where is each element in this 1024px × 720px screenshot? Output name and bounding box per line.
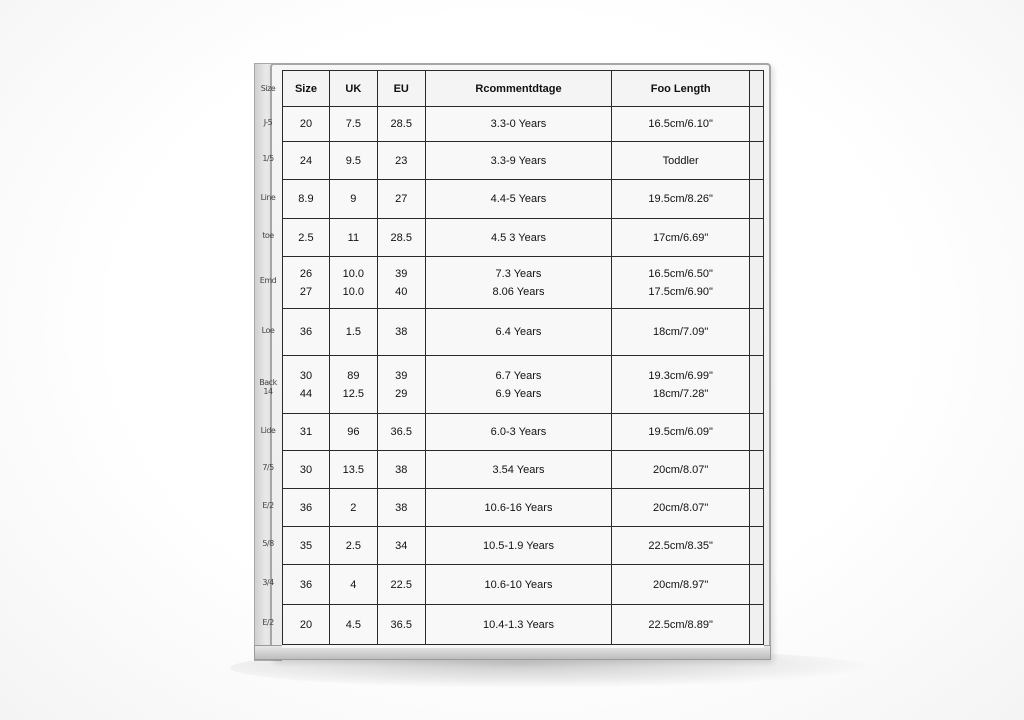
end-cell — [750, 451, 764, 489]
cell-text: 4 — [350, 578, 357, 591]
end-cell — [750, 489, 764, 527]
cell-eu — [377, 565, 425, 605]
cell-eu — [377, 489, 425, 527]
cell-text: 22.5 — [390, 578, 412, 591]
cell-age — [425, 142, 612, 180]
side-label: Back 14 — [259, 378, 277, 396]
cell-text: 36 — [299, 501, 313, 514]
cell-foot-length — [612, 356, 750, 414]
end-cell — [750, 180, 764, 219]
cell-text: 19.5cm/6.09" — [648, 426, 713, 438]
table-row — [283, 605, 764, 645]
cell-text: 7.3 Years — [495, 267, 542, 280]
cell-eu — [377, 414, 425, 451]
cell-text: 6.4 Years — [495, 326, 542, 338]
cell-text: 3.54 Years — [492, 463, 545, 476]
cell-age — [425, 489, 612, 527]
cell-size — [283, 142, 330, 180]
header-end-cell — [750, 71, 764, 107]
cell-text: 36 — [299, 578, 313, 591]
cell-uk — [329, 142, 377, 180]
cell-text: 20 — [299, 618, 313, 631]
cell-size — [283, 219, 330, 257]
cell-foot-length — [612, 605, 750, 645]
table-row — [283, 356, 764, 414]
header-eu: EU — [377, 71, 425, 107]
cell-age — [425, 451, 612, 489]
cell-text: 31 — [299, 426, 313, 438]
table-row — [283, 219, 764, 257]
cell-text: 6.9 Years — [495, 387, 542, 400]
cell-uk — [329, 107, 377, 142]
cell-size — [283, 107, 330, 142]
cell-size — [283, 527, 330, 565]
cell-eu — [377, 309, 425, 356]
cell-text: 38 — [395, 501, 408, 514]
cell-text: 38 — [395, 326, 408, 338]
cell-size — [283, 605, 330, 645]
cell-text: 10.0 — [342, 285, 365, 298]
cell-text: 22.5cm/8.89" — [648, 618, 713, 631]
cell-text: 36.5 — [390, 618, 412, 631]
header-size: Size — [283, 71, 330, 107]
cell-text: 29 — [395, 387, 408, 400]
cell-age — [425, 527, 612, 565]
cell-foot-length — [612, 309, 750, 356]
cell-text: 24 — [299, 154, 313, 167]
cell-text: 20cm/8.97" — [653, 578, 709, 591]
side-label: 3/4 — [262, 578, 274, 587]
cell-size — [283, 565, 330, 605]
cell-text: 11 — [347, 231, 360, 244]
cell-text: 9.5 — [345, 154, 361, 167]
cell-foot-length — [612, 414, 750, 451]
cell-text: 22.5cm/8.35" — [648, 539, 713, 552]
cell-eu — [377, 180, 425, 219]
cell-text: 3.3-0 Years — [490, 118, 547, 130]
header-foot-length: Foo Length — [612, 71, 750, 107]
cell-size — [283, 356, 330, 414]
cell-uk — [329, 414, 377, 451]
cell-uk — [329, 489, 377, 527]
cell-uk — [329, 565, 377, 605]
cell-uk — [329, 180, 377, 219]
cell-uk — [329, 527, 377, 565]
cell-text: 18cm/7.09" — [653, 326, 709, 338]
cell-age — [425, 309, 612, 356]
cell-text: 13.5 — [342, 463, 365, 476]
cell-text: 10.5-1.9 Years — [483, 539, 554, 552]
cell-uk — [329, 309, 377, 356]
cell-text: 36 — [299, 326, 313, 338]
cell-age — [425, 107, 612, 142]
cell-text: 20cm/8.07" — [653, 501, 709, 514]
cell-text: 20cm/8.07" — [653, 463, 709, 476]
cell-text: 4.5 — [345, 618, 361, 631]
cell-foot-length — [612, 565, 750, 605]
cell-eu — [377, 257, 425, 309]
table-row — [283, 414, 764, 451]
side-label: 1/5 — [262, 154, 274, 163]
cell-size — [283, 309, 330, 356]
end-cell — [750, 257, 764, 309]
cell-foot-length — [612, 489, 750, 527]
cell-uk — [329, 451, 377, 489]
cell-age — [425, 605, 612, 645]
cell-eu — [377, 527, 425, 565]
cell-eu — [377, 356, 425, 414]
cell-text: 27 — [395, 193, 408, 205]
table-row — [283, 309, 764, 356]
cell-uk — [329, 356, 377, 414]
cell-size — [283, 257, 330, 309]
cell-age — [425, 414, 612, 451]
end-cell — [750, 309, 764, 356]
cell-text: 6.0-3 Years — [490, 426, 547, 438]
cell-text: 7.5 — [345, 118, 361, 130]
cell-foot-length — [612, 107, 750, 142]
side-label: Lide — [260, 425, 276, 435]
cell-text: 16.5cm/6.10" — [648, 118, 713, 130]
cell-text: 39 — [395, 369, 408, 382]
cell-eu — [377, 142, 425, 180]
cell-age — [425, 565, 612, 605]
side-label: 5/8 — [262, 539, 274, 548]
size-chart-sheet — [282, 70, 764, 648]
side-label: Emd — [259, 276, 277, 285]
cell-text: 8.9 — [298, 193, 314, 205]
cell-text: 10.6-10 Years — [484, 578, 553, 591]
cell-text: 96 — [347, 426, 360, 438]
header-age: Rcommentdtage — [425, 71, 612, 107]
cell-eu — [377, 451, 425, 489]
cell-text: 40 — [395, 285, 408, 298]
cell-text: 28.5 — [390, 231, 412, 244]
cell-text: 10.0 — [342, 267, 365, 280]
cell-text: 44 — [299, 387, 313, 400]
cell-text: Toddler — [662, 154, 699, 167]
cell-text: 19.5cm/8.26" — [648, 193, 713, 205]
cell-text: 38 — [395, 463, 408, 476]
table-row — [283, 489, 764, 527]
cell-text: 39 — [395, 267, 408, 280]
cell-text: 1.5 — [345, 326, 361, 338]
cell-text: 10.4-1.3 Years — [483, 618, 554, 631]
cell-text: 12.5 — [342, 387, 365, 400]
end-cell — [750, 414, 764, 451]
cell-text: 2.5 — [298, 231, 314, 244]
cell-text: 28.5 — [390, 118, 412, 130]
cell-text: 3.3-9 Years — [490, 154, 547, 167]
end-cell — [750, 605, 764, 645]
header-row — [283, 71, 764, 107]
end-cell — [750, 527, 764, 565]
side-header-label: Size — [260, 84, 276, 93]
cell-eu — [377, 219, 425, 257]
cell-size — [283, 451, 330, 489]
table-row — [283, 142, 764, 180]
end-cell — [750, 219, 764, 257]
cell-size — [283, 489, 330, 527]
cell-text: 17cm/6.69" — [653, 231, 709, 244]
cell-text: 27 — [299, 285, 313, 298]
cell-text: 35 — [299, 539, 313, 552]
cell-text: 23 — [395, 154, 408, 167]
cell-uk — [329, 219, 377, 257]
cell-text: 30 — [299, 369, 313, 382]
side-label: toe — [262, 231, 274, 240]
cell-uk — [329, 257, 377, 309]
cell-text: 17.5cm/6.90" — [648, 285, 713, 298]
cell-foot-length — [612, 180, 750, 219]
side-label: E/2 — [262, 618, 274, 627]
cell-text: 30 — [299, 463, 313, 476]
cell-text: 2 — [350, 501, 357, 514]
cell-foot-length — [612, 219, 750, 257]
end-cell — [750, 107, 764, 142]
cell-text: 9 — [350, 193, 357, 205]
cell-text: 19.3cm/6.99" — [648, 369, 713, 382]
side-label: E/2 — [262, 501, 274, 510]
cell-age — [425, 356, 612, 414]
cell-text: 36.5 — [390, 426, 412, 438]
cell-uk — [329, 605, 377, 645]
cell-size — [283, 414, 330, 451]
cell-foot-length — [612, 451, 750, 489]
cell-text: 8.06 Years — [492, 285, 545, 298]
end-cell — [750, 142, 764, 180]
cell-text: 2.5 — [345, 539, 361, 552]
header-uk: UK — [329, 71, 377, 107]
table-row — [283, 527, 764, 565]
end-cell — [750, 565, 764, 605]
side-label: 7/5 — [262, 463, 274, 472]
cell-text: 34 — [395, 539, 408, 552]
end-cell — [750, 356, 764, 414]
cell-age — [425, 257, 612, 309]
cell-text: 20 — [299, 118, 313, 130]
cell-foot-length — [612, 142, 750, 180]
size-chart-table — [282, 70, 764, 645]
cell-text: 16.5cm/6.50" — [648, 267, 713, 280]
cell-text: 4.4-5 Years — [490, 193, 547, 205]
cell-text: 26 — [299, 267, 313, 280]
cell-text: 6.7 Years — [495, 369, 542, 382]
cell-foot-length — [612, 257, 750, 309]
cell-foot-length — [612, 527, 750, 565]
side-label: Line — [260, 192, 276, 202]
side-label: Loe — [261, 325, 275, 335]
cell-text: 10.6-16 Years — [484, 501, 553, 514]
table-row — [283, 451, 764, 489]
cell-text: 89 — [347, 369, 360, 382]
side-label: J-5 — [263, 117, 273, 127]
cell-eu — [377, 107, 425, 142]
cell-age — [425, 180, 612, 219]
table-row — [283, 257, 764, 309]
cell-age — [425, 219, 612, 257]
table-row — [283, 565, 764, 605]
table-row — [283, 107, 764, 142]
cell-size — [283, 180, 330, 219]
table-row — [283, 180, 764, 219]
cell-eu — [377, 605, 425, 645]
cell-text: 18cm/7.28" — [653, 387, 709, 400]
cell-text: 4.5 3 Years — [490, 231, 547, 244]
